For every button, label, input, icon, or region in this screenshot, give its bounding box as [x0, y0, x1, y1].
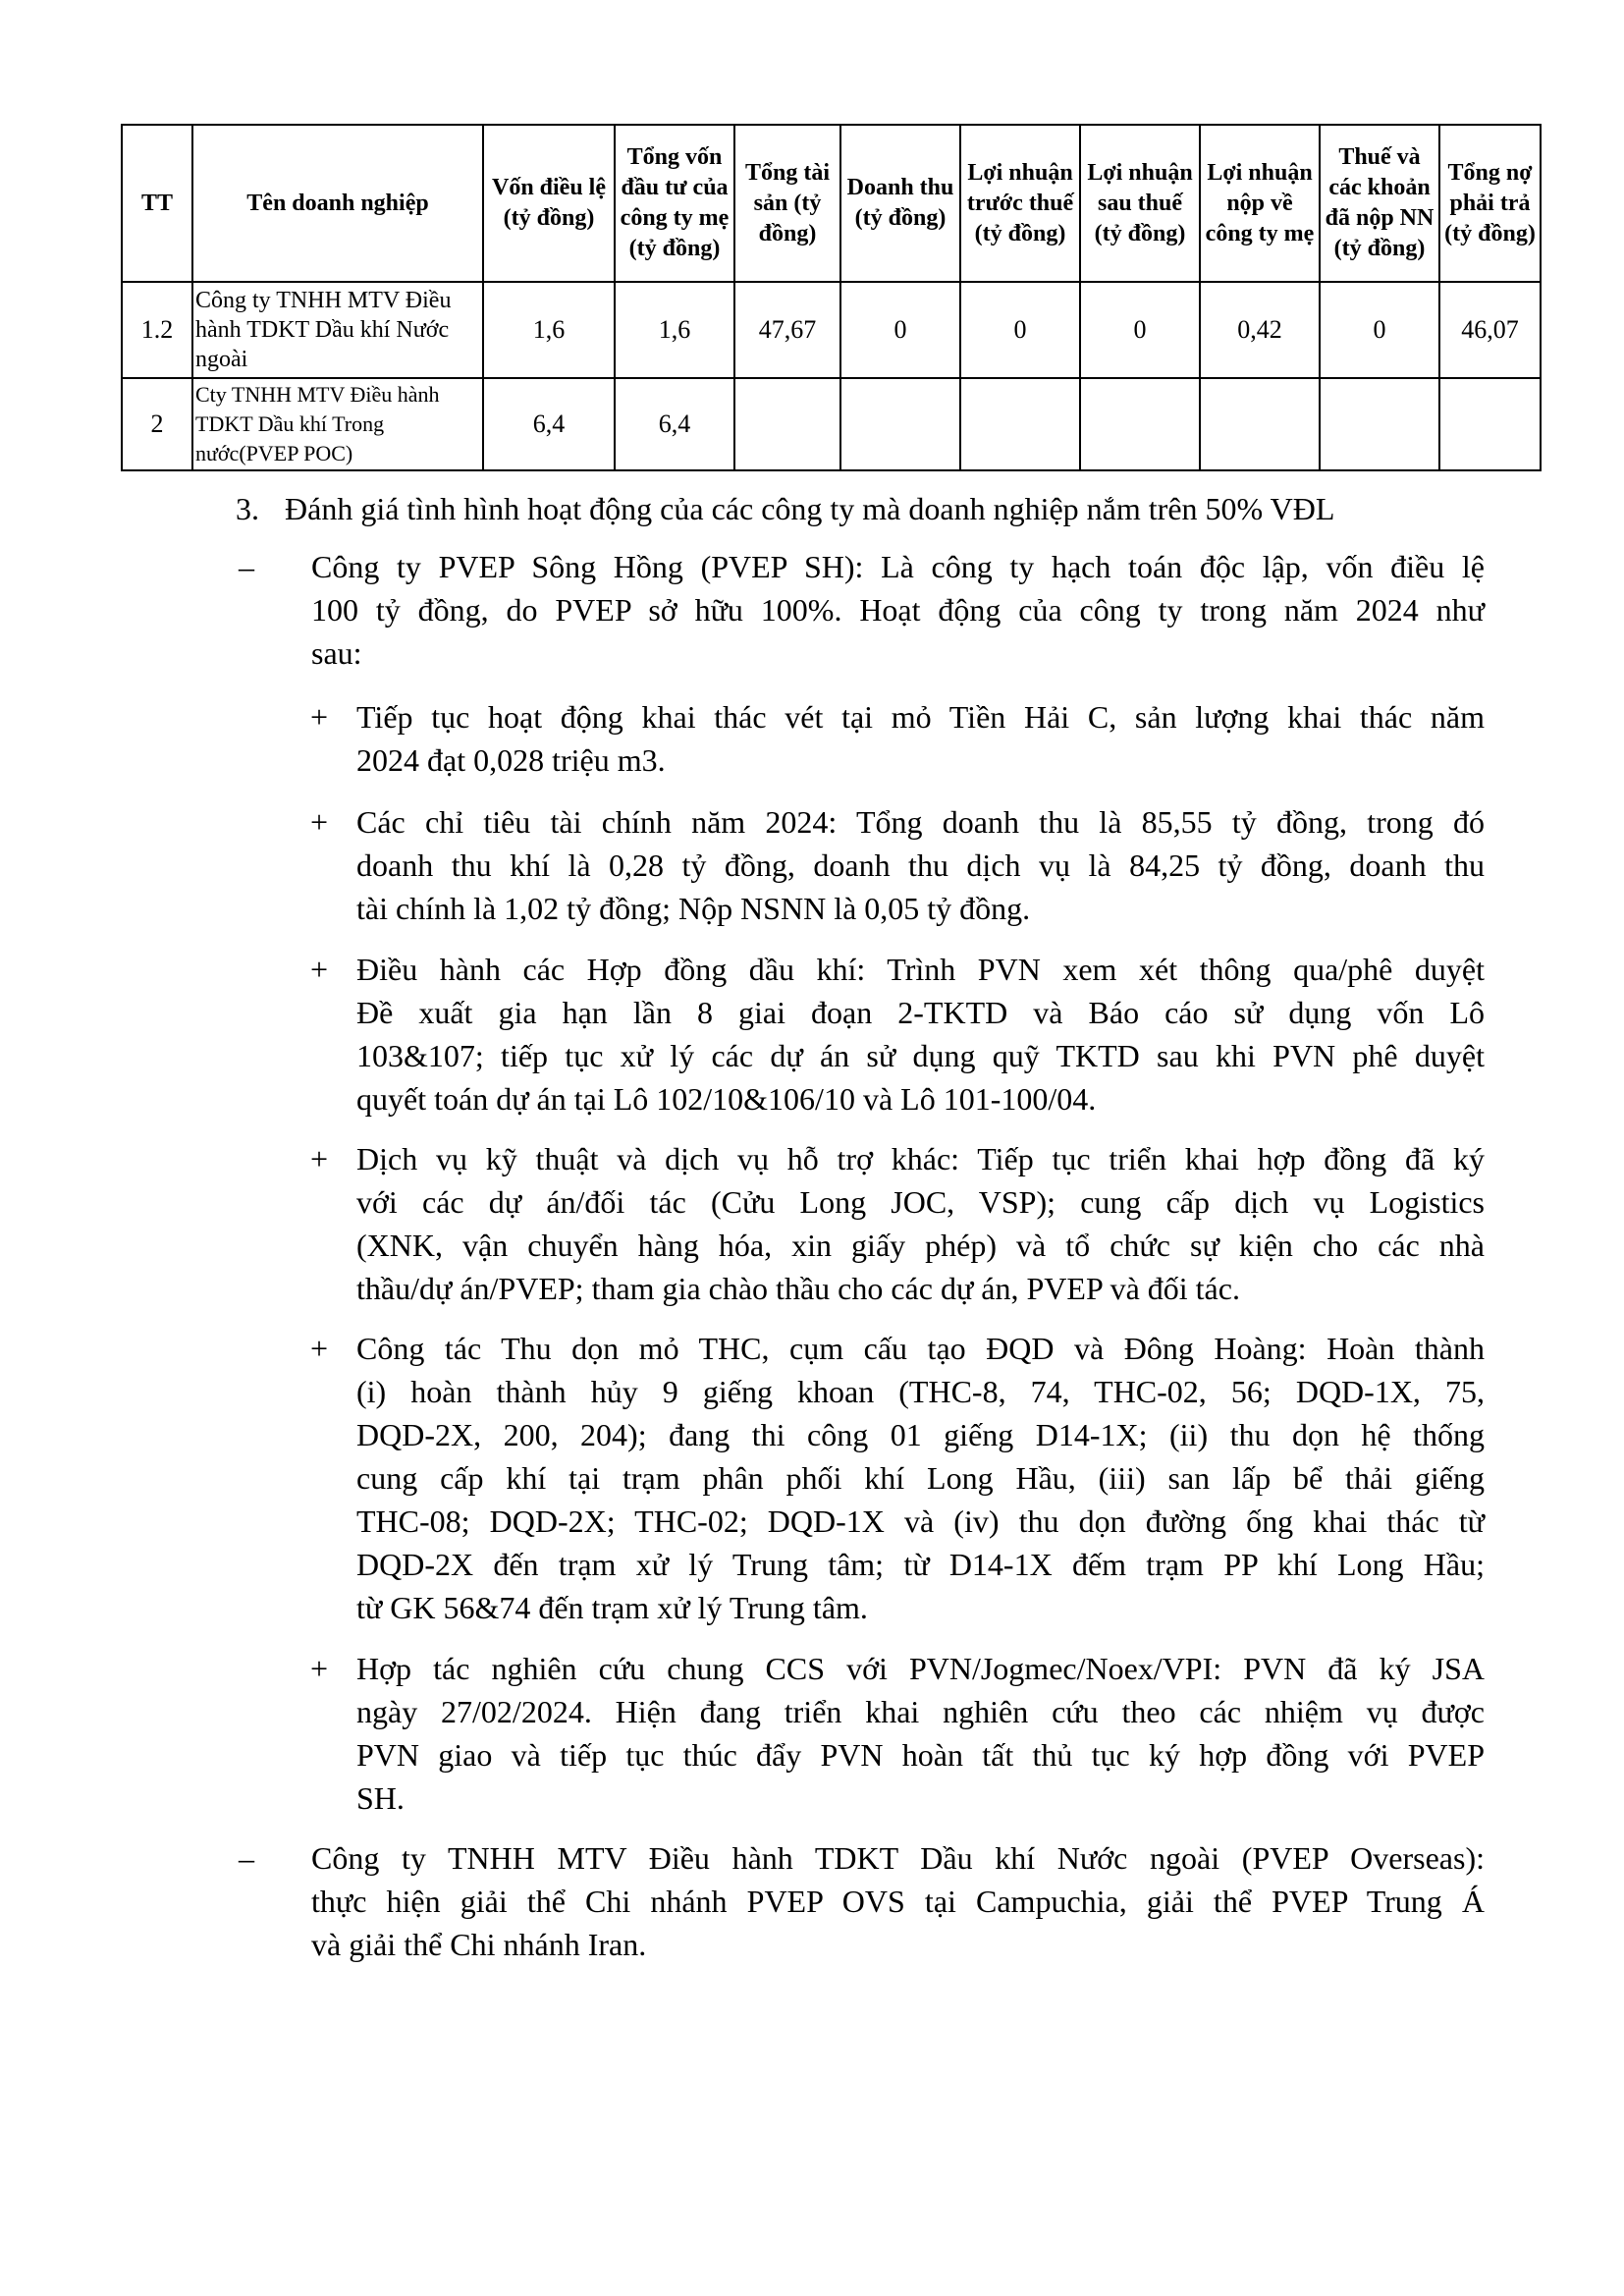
paragraph-line: Công ty PVEP Sông Hồng (PVEP SH): Là công ty hạch toán độc lập, vốn điều lệ: [311, 549, 1485, 584]
bullet-line: Điều hành các Hợp đồng dầu khí: Trình PVN xem xét thông qua/phê duyệt: [356, 952, 1485, 987]
cell-tt: 2: [122, 378, 192, 470]
bullet-line: Đề xuất gia hạn lần 8 giai đoạn 2-TKTD và Báo cáo sử dụng vốn Lô: [356, 995, 1485, 1030]
bullet-line: (XNK, vận chuyển hàng hóa, xin giấy phép) và tổ chức sự kiện cho các nhà: [356, 1228, 1485, 1263]
plus-marker: +: [310, 952, 329, 987]
bullet-line: DQD-2X, 200, 204); đang thi công 01 giếng D14-1X; (ii) thu dọn hệ thống: [356, 1417, 1485, 1452]
section-number: 3.: [236, 491, 259, 526]
cell-tax-paid: 0: [1320, 282, 1439, 378]
header-profit-before-tax: Lợi nhuận trước thuế (tỷ đồng): [960, 125, 1080, 282]
cell-company-name: Cty TNHH MTV Điều hành TDKT Dầu khí Trong nước(PVEP POC): [192, 378, 483, 470]
bullet-line: SH.: [356, 1780, 405, 1816]
paragraph-line: và giải thể Chi nhánh Iran.: [311, 1927, 647, 1962]
plus-marker: +: [310, 804, 329, 840]
header-total-liabilities: Tổng nợ phải trả (tỷ đồng): [1439, 125, 1541, 282]
plus-marker: +: [310, 1651, 329, 1686]
header-tax-paid: Thuế và các khoản đã nộp NN (tỷ đồng): [1320, 125, 1439, 282]
header-parent-investment: Tổng vốn đầu tư của công ty mẹ (tỷ đồng): [615, 125, 734, 282]
cell-tt: 1.2: [122, 282, 192, 378]
dash-marker: –: [239, 1840, 254, 1876]
cell-profit-after-tax: [1080, 378, 1200, 470]
paragraph-line: Công ty TNHH MTV Điều hành TDKT Dầu khí Nước ngoài (PVEP Overseas):: [311, 1840, 1485, 1876]
cell-profit-before-tax: [960, 378, 1080, 470]
header-profit-after-tax: Lợi nhuận sau thuế (tỷ đồng): [1080, 125, 1200, 282]
header-company-name: Tên doanh nghiệp: [192, 125, 483, 282]
cell-revenue: 0: [840, 282, 960, 378]
paragraph-line: 100 tỷ đồng, do PVEP sở hữu 100%. Hoạt động của công ty trong năm 2024 như: [311, 592, 1485, 628]
bullet-line: THC-08; DQD-2X; THC-02; DQD-1X và (iv) thu dọn đường ống khai thác từ: [356, 1503, 1485, 1539]
bullet-line: doanh thu khí là 0,28 tỷ đồng, doanh thu dịch vụ là 84,25 tỷ đồng, doanh thu: [356, 847, 1485, 883]
cell-parent-investment: 6,4: [615, 378, 734, 470]
bullet-line: cung cấp khí tại trạm phân phối khí Long Hầu, (iii) san lấp bể thải giếng: [356, 1460, 1485, 1496]
cell-profit-before-tax: 0: [960, 282, 1080, 378]
cell-charter-capital: 1,6: [483, 282, 615, 378]
bullet-line: Dịch vụ kỹ thuật và dịch vụ hỗ trợ khác: Tiếp tục triển khai hợp đồng đã ký: [356, 1141, 1485, 1176]
plus-marker: +: [310, 1331, 329, 1366]
bullet-line: Công tác Thu dọn mỏ THC, cụm cấu tạo ĐQD và Đông Hoàng: Hoàn thành: [356, 1331, 1485, 1366]
cell-total-liabilities: 46,07: [1439, 282, 1541, 378]
bullet-line: (i) hoàn thành hủy 9 giếng khoan (THC-8, 74, THC-02, 56; DQD-1X, 75,: [356, 1374, 1485, 1409]
cell-revenue: [840, 378, 960, 470]
paragraph-line: thực hiện giải thể Chi nhánh PVEP OVS tại Campuchia, giải thể PVEP Trung Á: [311, 1884, 1485, 1919]
cell-charter-capital: 6,4: [483, 378, 615, 470]
plus-marker: +: [310, 1141, 329, 1176]
table-row: [122, 378, 1541, 470]
plus-marker: +: [310, 699, 329, 735]
header-tt: TT: [122, 125, 192, 282]
bullet-line: 2024 đạt 0,028 triệu m3.: [356, 742, 666, 778]
bullet-line: quyết toán dự án tại Lô 102/10&106/10 và Lô 101-100/04.: [356, 1081, 1097, 1117]
cell-profit-to-parent: [1200, 378, 1320, 470]
cell-profit-to-parent: 0,42: [1200, 282, 1320, 378]
bullet-line: từ GK 56&74 đến trạm xử lý Trung tâm.: [356, 1590, 868, 1625]
cell-parent-investment: 1,6: [615, 282, 734, 378]
bullet-line: thầu/dự án/PVEP; tham gia chào thầu cho các dự án, PVEP và đối tác.: [356, 1271, 1240, 1306]
header-profit-to-parent: Lợi nhuận nộp về công ty mẹ: [1200, 125, 1320, 282]
header-total-assets: Tổng tài sản (tỷ đồng): [734, 125, 840, 282]
dash-marker: –: [239, 549, 254, 584]
bullet-line: PVN giao và tiếp tục thúc đẩy PVN hoàn tất thủ tục ký hợp đồng với PVEP: [356, 1737, 1485, 1773]
bullet-line: ngày 27/02/2024. Hiện đang triển khai nghiên cứu theo các nhiệm vụ được: [356, 1694, 1485, 1729]
financial-table: [121, 124, 1542, 471]
cell-profit-after-tax: 0: [1080, 282, 1200, 378]
bullet-line: Hợp tác nghiên cứu chung CCS với PVN/Jogmec/Noex/VPI: PVN đã ký JSA: [356, 1651, 1485, 1686]
paragraph-line: sau:: [311, 635, 362, 671]
bullet-line: Tiếp tục hoạt động khai thác vét tại mỏ Tiền Hải C, sản lượng khai thác năm: [356, 699, 1485, 735]
bullet-line: Các chỉ tiêu tài chính năm 2024: Tổng doanh thu là 85,55 tỷ đồng, trong đó: [356, 804, 1485, 840]
header-charter-capital: Vốn điều lệ (tỷ đồng): [483, 125, 615, 282]
cell-total-liabilities: [1439, 378, 1541, 470]
header-revenue: Doanh thu (tỷ đồng): [840, 125, 960, 282]
table-header-row: [122, 125, 1541, 282]
bullet-line: 103&107; tiếp tục xử lý các dự án sử dụng quỹ TKTD sau khi PVN phê duyệt: [356, 1038, 1485, 1073]
cell-company-name: Công ty TNHH MTV Điều hành TDKT Dầu khí Nước ngoài: [192, 282, 483, 378]
cell-tax-paid: [1320, 378, 1439, 470]
bullet-line: DQD-2X đến trạm xử lý Trung tâm; từ D14-1X đếm trạm PP khí Long Hầu;: [356, 1547, 1485, 1582]
cell-total-assets: [734, 378, 840, 470]
section-title: Đánh giá tình hình hoạt động của các công ty mà doanh nghiệp nắm trên 50% VĐL: [285, 491, 1335, 526]
bullet-line: tài chính là 1,02 tỷ đồng; Nộp NSNN là 0,05 tỷ đồng.: [356, 891, 1031, 926]
table-row: [122, 282, 1541, 378]
bullet-line: với các dự án/đối tác (Cửu Long JOC, VSP); cung cấp dịch vụ Logistics: [356, 1184, 1485, 1220]
cell-total-assets: 47,67: [734, 282, 840, 378]
